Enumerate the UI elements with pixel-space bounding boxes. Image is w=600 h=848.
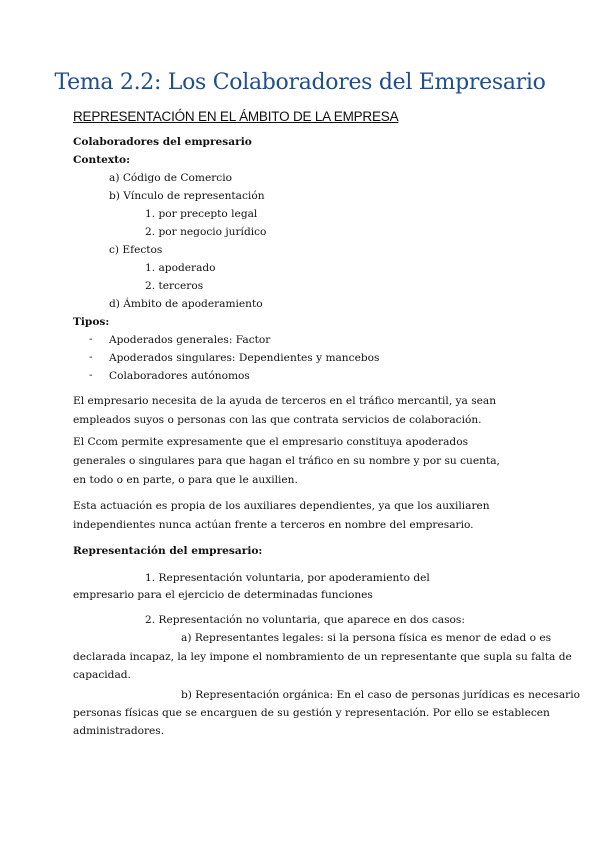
contexto-heading: Contexto: [73, 154, 131, 166]
contexto-item-d: d) Ámbito de apoderamiento [109, 298, 263, 310]
representantes-legales-line2: declarada incapaz, la ley impone el nombramiento de un representante que supla su falta de [73, 651, 572, 663]
contexto-item-c: c) Efectos [109, 244, 163, 256]
contexto-item-b2: 2. por negocio jurídico [145, 226, 267, 238]
list-bullet: - [89, 333, 93, 345]
representacion-organica-line2: personas físicas que se encarguen de su gestión y representación. Por ello se establecen [73, 707, 550, 719]
tipos-item: Apoderados singulares: Dependientes y mancebos [109, 352, 380, 364]
representantes-legales-line1: a) Representantes legales: si la persona física es menor de edad o es [181, 632, 552, 644]
contexto-item-c1: 1. apoderado [145, 262, 216, 274]
section-subtitle: REPRESENTACIÓN EN EL ÁMBITO DE LA EMPRESA [73, 109, 399, 124]
tipos-heading: Tipos: [73, 316, 110, 328]
tipos-item: Colaboradores autónomos [109, 370, 250, 382]
list-bullet: - [89, 369, 93, 381]
representacion-no-voluntaria: 2. Representación no voluntaria, que aparece en dos casos: [145, 614, 465, 626]
representacion-voluntaria-line2: empresario para el ejercicio de determinadas funciones [73, 589, 373, 601]
colaboradores-heading: Colaboradores del empresario [73, 136, 252, 148]
representacion-heading: Representación del empresario: [73, 545, 263, 557]
paragraph-2: El Ccom permite expresamente que el empresario constituya apoderados generales o singulares para que hagan el tráfico en su nombre y por su cuenta, en todo o en parte, o para que le auxilien. [73, 436, 500, 486]
contexto-item-c2: 2. terceros [145, 280, 204, 292]
page-title: Tema 2.2: Los Colaboradores del Empresario [54, 70, 546, 95]
tipos-item: Apoderados generales: Factor [109, 334, 271, 346]
representacion-voluntaria-line1: 1. Representación voluntaria, por apoderamiento del [145, 572, 430, 584]
contexto-item-a: a) Código de Comercio [109, 172, 232, 184]
representantes-legales-line3: capacidad. [73, 669, 131, 681]
representacion-organica-line1: b) Representación orgánica: En el caso de personas jurídicas es necesario [181, 689, 580, 701]
contexto-item-b: b) Vínculo de representación [109, 190, 265, 202]
contexto-item-b1: 1. por precepto legal [145, 208, 258, 220]
paragraph-1: El empresario necesita de la ayuda de terceros en el tráfico mercantil, ya sean empleados suyos o personas con las que contrata servicios de colaboración. [73, 395, 497, 426]
representacion-organica-line3: administradores. [73, 725, 165, 737]
list-bullet: - [89, 351, 93, 363]
paragraph-3: Esta actuación es propia de los auxiliares dependientes, ya que los auxiliaren independientes nunca actúan frente a terceros en nombre del empresario. [73, 500, 490, 531]
